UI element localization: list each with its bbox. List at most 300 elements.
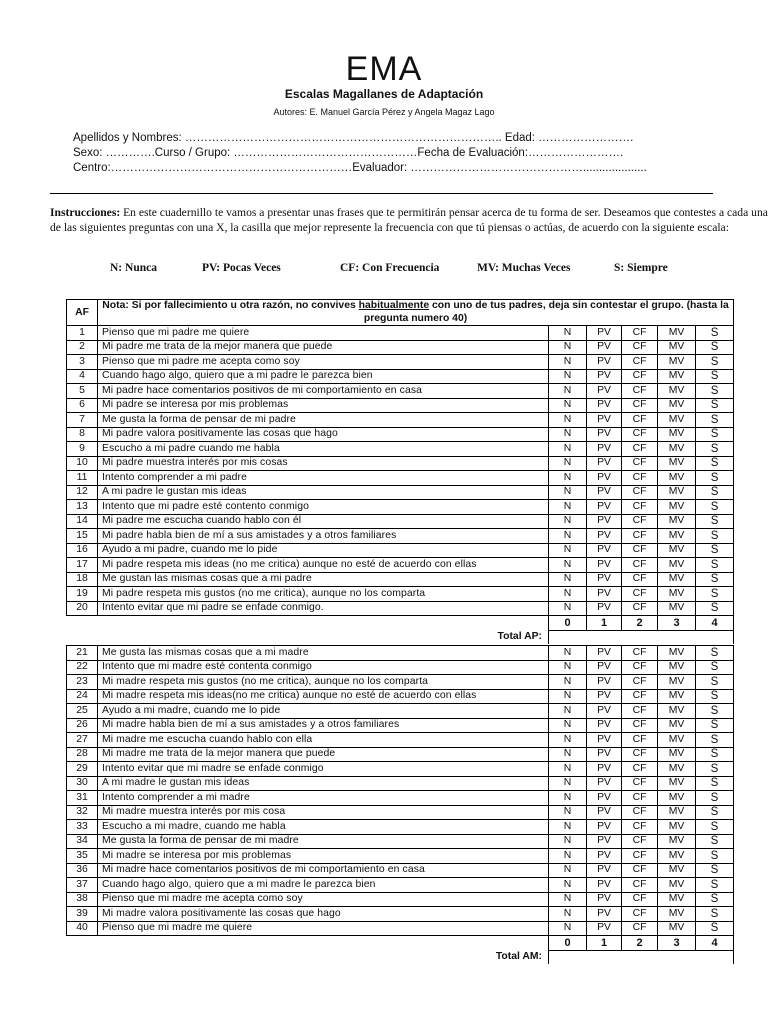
legend-siempre: S: Siempre — [614, 262, 668, 274]
option-cf-cell[interactable]: CF — [622, 355, 658, 370]
option-pv-cell[interactable]: PV — [587, 326, 622, 341]
option-cf-cell[interactable]: CF — [622, 601, 658, 616]
option-mv-cell[interactable]: MV — [658, 587, 696, 602]
option-mv-cell[interactable]: MV — [658, 747, 696, 762]
option-s-cell[interactable]: S — [696, 427, 734, 442]
table-row — [67, 369, 734, 384]
item-text: Cuando hago algo, quiero que a mi madre le parezca bien — [98, 878, 549, 893]
option-cf-cell[interactable]: CF — [622, 442, 658, 457]
option-mv-cell[interactable]: MV — [658, 471, 696, 486]
option-mv-cell[interactable]: MV — [658, 776, 696, 791]
option-s-cell[interactable]: S — [696, 762, 734, 777]
option-mv-cell[interactable]: MV — [658, 384, 696, 399]
field-name-age[interactable]: Apellidos y Nombres: ……………………………………………………………………….. Edad: ……………………. — [73, 132, 634, 144]
option-mv-cell[interactable]: MV — [658, 572, 696, 587]
score-value: 4 — [696, 936, 734, 951]
score-value: 1 — [587, 936, 622, 951]
note-underlined: habitualmente — [358, 300, 430, 311]
option-cf-cell[interactable]: CF — [622, 369, 658, 384]
option-s-cell[interactable]: S — [696, 892, 734, 907]
option-cf-cell[interactable]: CF — [622, 675, 658, 690]
option-mv-cell[interactable]: MV — [658, 398, 696, 413]
option-n-cell[interactable]: N — [549, 514, 587, 529]
option-pv-cell[interactable]: PV — [587, 689, 622, 704]
score-value: 3 — [658, 936, 696, 951]
item-text: Ayudo a mi madre, cuando me lo pide — [98, 704, 549, 719]
item-number: 36 — [67, 863, 98, 878]
option-pv-cell[interactable]: PV — [587, 834, 622, 849]
option-cf-cell[interactable]: CF — [622, 572, 658, 587]
option-cf-cell[interactable]: CF — [622, 834, 658, 849]
option-cf-cell[interactable]: CF — [622, 892, 658, 907]
option-pv-cell[interactable]: PV — [587, 369, 622, 384]
option-pv-cell[interactable]: PV — [587, 601, 622, 616]
option-s-cell[interactable]: S — [696, 514, 734, 529]
option-mv-cell[interactable]: MV — [658, 369, 696, 384]
total-input-cell[interactable] — [549, 950, 734, 964]
option-pv-cell[interactable]: PV — [587, 485, 622, 500]
option-pv-cell[interactable]: PV — [587, 791, 622, 806]
option-s-cell[interactable]: S — [696, 646, 734, 661]
option-n-cell[interactable]: N — [549, 471, 587, 486]
option-n-cell[interactable]: N — [549, 762, 587, 777]
item-text: Mi madre valora positivamente las cosas que hago — [98, 907, 549, 922]
option-cf-cell[interactable]: CF — [622, 543, 658, 558]
option-cf-cell[interactable]: CF — [622, 849, 658, 864]
item-text: Mi madre hace comentarios positivos de mi comportamiento en casa — [98, 863, 549, 878]
option-n-cell[interactable]: N — [549, 572, 587, 587]
option-mv-cell[interactable]: MV — [658, 456, 696, 471]
item-number: 38 — [67, 892, 98, 907]
col-header-af: AF — [67, 300, 98, 326]
option-mv-cell[interactable]: MV — [658, 340, 696, 355]
item-number: 5 — [67, 384, 98, 399]
option-mv-cell[interactable]: MV — [658, 326, 696, 341]
option-pv-cell[interactable]: PV — [587, 747, 622, 762]
option-mv-cell[interactable]: MV — [658, 675, 696, 690]
blank-cell — [67, 936, 549, 951]
item-number: 20 — [67, 601, 98, 616]
option-n-cell[interactable]: N — [549, 384, 587, 399]
option-pv-cell[interactable]: PV — [587, 442, 622, 457]
option-pv-cell[interactable]: PV — [587, 471, 622, 486]
item-number: 34 — [67, 834, 98, 849]
option-mv-cell[interactable]: MV — [658, 355, 696, 370]
option-n-cell[interactable]: N — [549, 805, 587, 820]
option-s-cell[interactable]: S — [696, 572, 734, 587]
option-cf-cell[interactable]: CF — [622, 500, 658, 515]
table-row — [67, 326, 734, 341]
total-row — [67, 950, 734, 964]
table-row — [67, 892, 734, 907]
option-pv-cell[interactable]: PV — [587, 646, 622, 661]
option-cf-cell[interactable]: CF — [622, 398, 658, 413]
option-n-cell[interactable]: N — [549, 704, 587, 719]
option-n-cell[interactable]: N — [549, 543, 587, 558]
option-pv-cell[interactable]: PV — [587, 892, 622, 907]
score-value: 1 — [587, 616, 622, 631]
option-n-cell[interactable]: N — [549, 485, 587, 500]
option-cf-cell[interactable]: CF — [622, 514, 658, 529]
option-cf-cell[interactable]: CF — [622, 733, 658, 748]
item-text: Intento que mi madre esté contenta conmigo — [98, 660, 549, 675]
option-n-cell[interactable]: N — [549, 733, 587, 748]
option-n-cell[interactable]: N — [549, 442, 587, 457]
option-mv-cell[interactable]: MV — [658, 442, 696, 457]
option-pv-cell[interactable]: PV — [587, 456, 622, 471]
option-mv-cell[interactable]: MV — [658, 733, 696, 748]
option-s-cell[interactable]: S — [696, 834, 734, 849]
option-pv-cell[interactable]: PV — [587, 340, 622, 355]
option-cf-cell[interactable]: CF — [622, 646, 658, 661]
option-s-cell[interactable]: S — [696, 456, 734, 471]
item-number: 19 — [67, 587, 98, 602]
table-row — [67, 601, 734, 616]
option-s-cell[interactable]: S — [696, 340, 734, 355]
option-mv-cell[interactable]: MV — [658, 791, 696, 806]
option-cf-cell[interactable]: CF — [622, 587, 658, 602]
option-cf-cell[interactable]: CF — [622, 427, 658, 442]
option-n-cell[interactable]: N — [549, 849, 587, 864]
table-row — [67, 762, 734, 777]
option-pv-cell[interactable]: PV — [587, 514, 622, 529]
item-text: Mi padre hace comentarios positivos de mi comportamiento en casa — [98, 384, 549, 399]
option-s-cell[interactable]: S — [696, 413, 734, 428]
option-pv-cell[interactable]: PV — [587, 675, 622, 690]
option-s-cell[interactable]: S — [696, 733, 734, 748]
option-s-cell[interactable]: S — [696, 355, 734, 370]
option-n-cell[interactable]: N — [549, 355, 587, 370]
option-pv-cell[interactable]: PV — [587, 849, 622, 864]
option-s-cell[interactable]: S — [696, 442, 734, 457]
option-pv-cell[interactable]: PV — [587, 587, 622, 602]
option-mv-cell[interactable]: MV — [658, 543, 696, 558]
option-cf-cell[interactable]: CF — [622, 776, 658, 791]
option-mv-cell[interactable]: MV — [658, 849, 696, 864]
item-text: Mi padre me trata de la mejor manera que puede — [98, 340, 549, 355]
option-pv-cell[interactable]: PV — [587, 355, 622, 370]
item-number: 25 — [67, 704, 98, 719]
option-pv-cell[interactable]: PV — [587, 921, 622, 936]
option-pv-cell[interactable]: PV — [587, 384, 622, 399]
option-mv-cell[interactable]: MV — [658, 601, 696, 616]
option-mv-cell[interactable]: MV — [658, 762, 696, 777]
option-cf-cell[interactable]: CF — [622, 456, 658, 471]
table-row — [67, 704, 734, 719]
option-n-cell[interactable]: N — [549, 689, 587, 704]
option-pv-cell[interactable]: PV — [587, 572, 622, 587]
item-text: Intento comprender a mi madre — [98, 791, 549, 806]
score-value: 2 — [622, 616, 658, 631]
table-row — [67, 776, 734, 791]
page-title: EMA — [345, 50, 423, 88]
option-s-cell[interactable]: S — [696, 776, 734, 791]
option-pv-cell[interactable]: PV — [587, 704, 622, 719]
item-number: 21 — [67, 646, 98, 661]
option-s-cell[interactable]: S — [696, 485, 734, 500]
item-text: Cuando hago algo, quiero que a mi padre le parezca bien — [98, 369, 549, 384]
item-number: 30 — [67, 776, 98, 791]
score-value: 2 — [622, 936, 658, 951]
option-cf-cell[interactable]: CF — [622, 820, 658, 835]
option-pv-cell[interactable]: PV — [587, 878, 622, 893]
item-text: Pienso que mi padre me acepta como soy — [98, 355, 549, 370]
option-cf-cell[interactable]: CF — [622, 718, 658, 733]
option-n-cell[interactable]: N — [549, 892, 587, 907]
option-s-cell[interactable]: S — [696, 878, 734, 893]
score-value: 3 — [658, 616, 696, 631]
total-row — [67, 630, 734, 644]
option-s-cell[interactable]: S — [696, 384, 734, 399]
item-text: Mi padre valora positivamente las cosas que hago — [98, 427, 549, 442]
item-number: 3 — [67, 355, 98, 370]
option-n-cell[interactable]: N — [549, 776, 587, 791]
option-mv-cell[interactable]: MV — [658, 529, 696, 544]
table-row — [67, 500, 734, 515]
option-mv-cell[interactable]: MV — [658, 863, 696, 878]
table-row — [67, 878, 734, 893]
option-mv-cell[interactable]: MV — [658, 718, 696, 733]
option-cf-cell[interactable]: CF — [622, 704, 658, 719]
option-s-cell[interactable]: S — [696, 863, 734, 878]
option-mv-cell[interactable]: MV — [658, 660, 696, 675]
option-pv-cell[interactable]: PV — [587, 718, 622, 733]
page-subtitle: Escalas Magallanes de Adaptación — [284, 87, 484, 101]
table-row — [67, 471, 734, 486]
item-text: Escucho a mi padre cuando me habla — [98, 442, 549, 457]
option-cf-cell[interactable]: CF — [622, 805, 658, 820]
table-row — [67, 907, 734, 922]
option-mv-cell[interactable]: MV — [658, 689, 696, 704]
option-s-cell[interactable]: S — [696, 675, 734, 690]
option-pv-cell[interactable]: PV — [587, 762, 622, 777]
item-number: 26 — [67, 718, 98, 733]
option-n-cell[interactable]: N — [549, 718, 587, 733]
option-n-cell[interactable]: N — [549, 340, 587, 355]
table-row — [67, 456, 734, 471]
option-n-cell[interactable]: N — [549, 921, 587, 936]
option-cf-cell[interactable]: CF — [622, 558, 658, 573]
option-n-cell[interactable]: N — [549, 675, 587, 690]
item-text: Intento comprender a mi padre — [98, 471, 549, 486]
divider-line — [50, 193, 713, 194]
option-mv-cell[interactable]: MV — [658, 805, 696, 820]
option-s-cell[interactable]: S — [696, 747, 734, 762]
item-number: 37 — [67, 878, 98, 893]
option-s-cell[interactable]: S — [696, 326, 734, 341]
item-number: 24 — [67, 689, 98, 704]
option-mv-cell[interactable]: MV — [658, 921, 696, 936]
option-mv-cell[interactable]: MV — [658, 485, 696, 500]
option-cf-cell[interactable]: CF — [622, 340, 658, 355]
option-pv-cell[interactable]: PV — [587, 529, 622, 544]
option-pv-cell[interactable]: PV — [587, 863, 622, 878]
option-n-cell[interactable]: N — [549, 660, 587, 675]
option-pv-cell[interactable]: PV — [587, 543, 622, 558]
option-mv-cell[interactable]: MV — [658, 892, 696, 907]
score-row — [67, 616, 734, 631]
option-n-cell[interactable]: N — [549, 834, 587, 849]
option-s-cell[interactable]: S — [696, 587, 734, 602]
table-note — [98, 300, 734, 326]
item-number: 2 — [67, 340, 98, 355]
option-cf-cell[interactable]: CF — [622, 485, 658, 500]
item-number: 17 — [67, 558, 98, 573]
option-n-cell[interactable]: N — [549, 791, 587, 806]
option-cf-cell[interactable]: CF — [622, 413, 658, 428]
option-s-cell[interactable]: S — [696, 601, 734, 616]
field-center-evaluator[interactable]: Centro:………………………………………………………Evaluador: ……………………………………….................... — [73, 162, 647, 174]
option-s-cell[interactable]: S — [696, 543, 734, 558]
instructions-text: En este cuadernillo te vamos a presentar unas frases que te permitirán pensar acerca de tu forma de ser. Deseamos que contestes a cada una de las siguientes preguntas con una X, la casilla que mejor represente la frecuencia con que tú piensas o actúas, de acuerdo con la siguiente escala: — [50, 206, 768, 234]
option-n-cell[interactable]: N — [549, 907, 587, 922]
option-n-cell[interactable]: N — [549, 326, 587, 341]
option-cf-cell[interactable]: CF — [622, 529, 658, 544]
option-n-cell[interactable]: N — [549, 646, 587, 661]
option-pv-cell[interactable]: PV — [587, 427, 622, 442]
option-pv-cell[interactable]: PV — [587, 398, 622, 413]
option-pv-cell[interactable]: PV — [587, 558, 622, 573]
option-s-cell[interactable]: S — [696, 849, 734, 864]
option-cf-cell[interactable]: CF — [622, 384, 658, 399]
table-row — [67, 863, 734, 878]
table-row — [67, 355, 734, 370]
blank-cell — [67, 616, 549, 631]
option-n-cell[interactable]: N — [549, 427, 587, 442]
option-mv-cell[interactable]: MV — [658, 834, 696, 849]
field-sex-group-date[interactable]: Sexo: ………….Curso / Grupo: …………………………………………Fecha de Evaluación:……………………. — [73, 147, 624, 159]
option-s-cell[interactable]: S — [696, 660, 734, 675]
option-s-cell[interactable]: S — [696, 529, 734, 544]
option-n-cell[interactable]: N — [549, 529, 587, 544]
option-pv-cell[interactable]: PV — [587, 660, 622, 675]
option-n-cell[interactable]: N — [549, 587, 587, 602]
item-text: A mi madre le gustan mis ideas — [98, 776, 549, 791]
item-text: Mi padre habla bien de mí a sus amistades y a otros familiares — [98, 529, 549, 544]
option-n-cell[interactable]: N — [549, 558, 587, 573]
option-s-cell[interactable]: S — [696, 820, 734, 835]
score-row — [67, 936, 734, 951]
option-s-cell[interactable]: S — [696, 369, 734, 384]
option-cf-cell[interactable]: CF — [622, 471, 658, 486]
option-pv-cell[interactable]: PV — [587, 776, 622, 791]
item-text: Mi madre respeta mis gustos (no me critica), aunque no los comparta — [98, 675, 549, 690]
option-s-cell[interactable]: S — [696, 791, 734, 806]
table-row — [67, 427, 734, 442]
option-cf-cell[interactable]: CF — [622, 747, 658, 762]
option-mv-cell[interactable]: MV — [658, 820, 696, 835]
total-input-cell[interactable] — [549, 630, 734, 644]
option-n-cell[interactable]: N — [549, 398, 587, 413]
option-s-cell[interactable]: S — [696, 704, 734, 719]
table-row — [67, 587, 734, 602]
item-number: 1 — [67, 326, 98, 341]
option-mv-cell[interactable]: MV — [658, 500, 696, 515]
option-s-cell[interactable]: S — [696, 689, 734, 704]
option-s-cell[interactable]: S — [696, 805, 734, 820]
option-mv-cell[interactable]: MV — [658, 558, 696, 573]
table-row — [67, 398, 734, 413]
item-number: 13 — [67, 500, 98, 515]
option-pv-cell[interactable]: PV — [587, 907, 622, 922]
table-row — [67, 384, 734, 399]
table-row — [67, 646, 734, 661]
option-pv-cell[interactable]: PV — [587, 413, 622, 428]
item-number: 32 — [67, 805, 98, 820]
option-n-cell[interactable]: N — [549, 500, 587, 515]
item-number: 22 — [67, 660, 98, 675]
option-pv-cell[interactable]: PV — [587, 733, 622, 748]
option-n-cell[interactable]: N — [549, 747, 587, 762]
option-mv-cell[interactable]: MV — [658, 514, 696, 529]
option-s-cell[interactable]: S — [696, 718, 734, 733]
option-s-cell[interactable]: S — [696, 921, 734, 936]
option-n-cell[interactable]: N — [549, 820, 587, 835]
note-part: Nota: Si por fallecimiento u otra razón, no convives — [102, 300, 359, 311]
option-n-cell[interactable]: N — [549, 863, 587, 878]
option-mv-cell[interactable]: MV — [658, 427, 696, 442]
option-s-cell[interactable]: S — [696, 907, 734, 922]
option-cf-cell[interactable]: CF — [622, 791, 658, 806]
instructions-label: Instrucciones: — [50, 206, 121, 219]
option-s-cell[interactable]: S — [696, 500, 734, 515]
option-n-cell[interactable]: N — [549, 878, 587, 893]
item-text: Me gusta las mismas cosas que a mi madre — [98, 646, 549, 661]
option-cf-cell[interactable]: CF — [622, 907, 658, 922]
option-cf-cell[interactable]: CF — [622, 326, 658, 341]
score-value: 0 — [549, 936, 587, 951]
option-s-cell[interactable]: S — [696, 398, 734, 413]
option-pv-cell[interactable]: PV — [587, 500, 622, 515]
option-cf-cell[interactable]: CF — [622, 762, 658, 777]
item-number: 35 — [67, 849, 98, 864]
option-pv-cell[interactable]: PV — [587, 820, 622, 835]
option-mv-cell[interactable]: MV — [658, 878, 696, 893]
item-number: 4 — [67, 369, 98, 384]
item-number: 28 — [67, 747, 98, 762]
option-n-cell[interactable]: N — [549, 456, 587, 471]
item-text: Mi madre respeta mis ideas(no me critica) aunque no esté de acuerdo con ellas — [98, 689, 549, 704]
item-number: 6 — [67, 398, 98, 413]
option-cf-cell[interactable]: CF — [622, 660, 658, 675]
option-mv-cell[interactable]: MV — [658, 704, 696, 719]
option-mv-cell[interactable]: MV — [658, 646, 696, 661]
item-text: Mi padre se interesa por mis problemas — [98, 398, 549, 413]
option-mv-cell[interactable]: MV — [658, 907, 696, 922]
option-n-cell[interactable]: N — [549, 369, 587, 384]
mother-items-table — [66, 645, 734, 964]
option-cf-cell[interactable]: CF — [622, 863, 658, 878]
item-text: Mi madre me escucha cuando hablo con ella — [98, 733, 549, 748]
option-s-cell[interactable]: S — [696, 471, 734, 486]
option-n-cell[interactable]: N — [549, 601, 587, 616]
item-text: Intento evitar que mi madre se enfade conmigo — [98, 762, 549, 777]
option-s-cell[interactable]: S — [696, 558, 734, 573]
option-cf-cell[interactable]: CF — [622, 878, 658, 893]
item-text: A mi padre le gustan mis ideas — [98, 485, 549, 500]
option-n-cell[interactable]: N — [549, 413, 587, 428]
option-cf-cell[interactable]: CF — [622, 921, 658, 936]
father-items-table — [66, 299, 734, 644]
option-mv-cell[interactable]: MV — [658, 413, 696, 428]
item-text: Me gustan las mismas cosas que a mi padre — [98, 572, 549, 587]
option-cf-cell[interactable]: CF — [622, 689, 658, 704]
legend-nunca: N: Nunca — [110, 262, 157, 274]
item-number: 23 — [67, 675, 98, 690]
table-row — [67, 849, 734, 864]
option-pv-cell[interactable]: PV — [587, 805, 622, 820]
table-row — [67, 529, 734, 544]
